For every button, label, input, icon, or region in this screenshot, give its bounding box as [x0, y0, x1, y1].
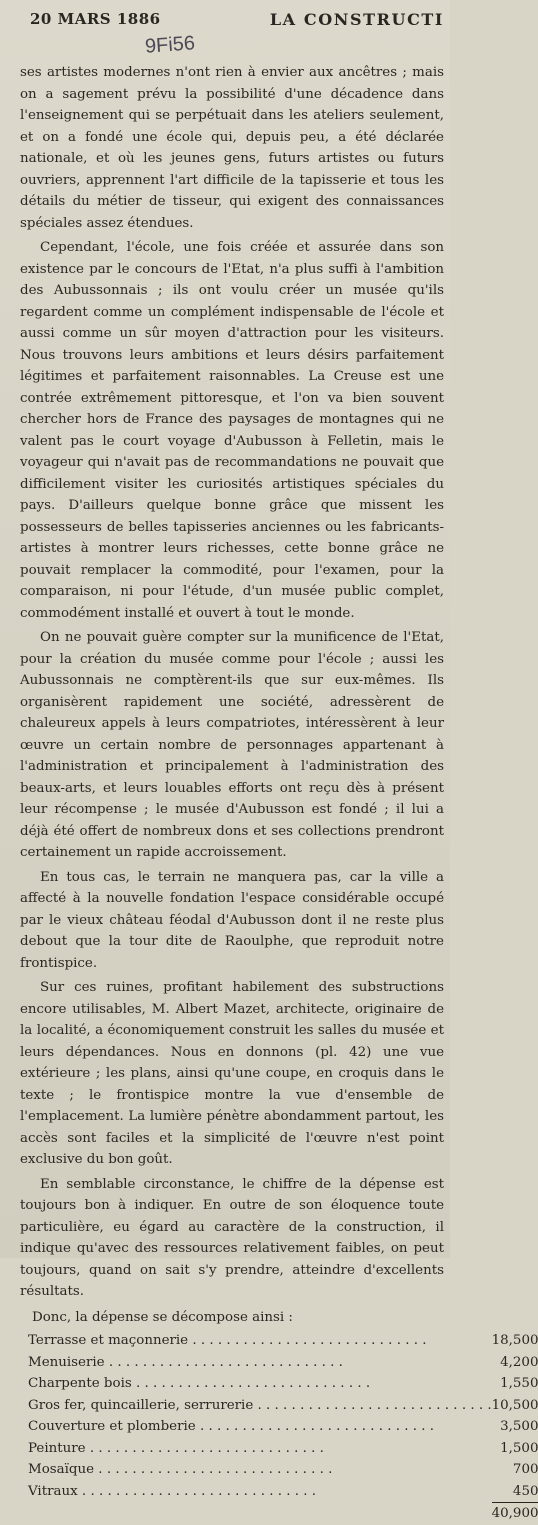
cost-row — [28, 1330, 538, 1352]
cost-amount: 18,500 — [491, 1333, 538, 1348]
article-body — [20, 62, 538, 1525]
journal-title: LA CONSTRUCTI — [269, 10, 444, 29]
cost-total: 40,900 — [492, 1503, 538, 1525]
cost-row — [28, 1395, 538, 1417]
paragraph-6: En semblable circonstance, le chiffre de la dépense est toujours bon à indiquer. En outre de son éloquence toute particulière, eu égard au caractère de la construction, il indique qu'avec des ressources relativement faibles, on peut toujours, quand on sait s'y prendre, atteindre d'excellents résultats. — [20, 1176, 444, 1299]
cost-row — [28, 1459, 538, 1481]
cost-amount: 450 — [512, 1483, 538, 1499]
cost-label: Vitraux . . . . . . . . . . . . . . . . . . . . . . . . . . . . — [28, 1484, 317, 1499]
cost-row — [28, 1438, 538, 1460]
cost-label: Menuiserie . . . . . . . . . . . . . . . . . . . . . . . . . . . . — [28, 1354, 343, 1370]
cost-total-row — [28, 1503, 538, 1525]
cost-label: Peinture . . . . . . . . . . . . . . . . . . . . . . . . . . . . — [28, 1440, 324, 1456]
cost-label: Gros fer, quincaillerie, serrurerie . . . . . . . . . . . . . . . . . . . . . . . . . . . . — [28, 1397, 492, 1413]
cost-amount: 4,200 — [500, 1354, 538, 1370]
cost-row — [28, 1352, 538, 1374]
cost-amount: 1,550 — [500, 1376, 538, 1391]
cost-amount: 1,500 — [500, 1440, 538, 1456]
cost-total-spacer — [28, 1503, 492, 1525]
leader-dots: . . . . . . . . . . . . . . . . . . . . . . . . . . . . — [195, 1419, 435, 1434]
leader-dots: . . . . . . . . . . . . . . . . . . . . . . . . . . . . — [94, 1462, 333, 1477]
paragraph-2: Cependant, l'école, une fois créée et assurée dans son existence par le concours de l'Etat, n'a plus suffi à l'ambition des Aubussonnais ; ils ont voulu créer un musée qu'ils regardent comme un complément indispensable de l'école et aussi comme un sûr moyen d'attraction pour les visiteurs. Nous trouvons leurs ambitions et leurs désirs parfaitement légitimes et parfaitement raisonnables. La Creuse est une contrée extrêmement pittoresque, et l'on va bien souvent chercher hors de France des paysages de montagnes qui ne valent pas le court voyage d'Aubusson à Felletin, mais le voyageur qui n'avait pas de recommandations ne pouvait que difficilement visiter les curiosités artistiques spéciales du pays. D'ailleurs quelque bonne grâce que missent les possesseurs de belles tapisseries anciennes ou les fabricants-artistes à montrer leurs richesses, cette bonne grâce ne pouvait remplacer la commodité, pour l'examen, pour la comparaison, ni pour l'étude, d'un musée public complet, commodément installé et ouvert à tout le monde. — [20, 240, 444, 621]
cost-intro: Donc, la dépense se décompose ainsi : — [32, 1309, 293, 1325]
cost-label: Couverture et plomberie . . . . . . . . . . . . . . . . . . . . . . . . . . . . — [28, 1419, 435, 1434]
leader-dots: . . . . . . . . . . . . . . . . . . . . . . . . . . . . — [253, 1397, 492, 1413]
cost-amount: 700 — [512, 1462, 538, 1477]
leader-dots: . . . . . . . . . . . . . . . . . . . . . . . . . . . . — [131, 1376, 371, 1391]
cost-amount: 3,500 — [500, 1419, 538, 1434]
page-header — [0, 10, 450, 58]
cost-table — [28, 1330, 538, 1525]
cost-label: Charpente bois . . . . . . . . . . . . . . . . . . . . . . . . . . . . — [28, 1376, 371, 1391]
leader-dots: . . . . . . . . . . . . . . . . . . . . . . . . . . . . — [104, 1354, 343, 1370]
cost-row — [28, 1416, 538, 1438]
issue-date: 20 MARS 1886 — [30, 10, 161, 28]
cost-label: Terrasse et maçonnerie . . . . . . . . . . . . . . . . . . . . . . . . . . . . — [28, 1333, 427, 1348]
leader-dots: . . . . . . . . . . . . . . . . . . . . . . . . . . . . — [188, 1333, 427, 1348]
handwritten-archive-mark: 9Fi56 — [144, 32, 196, 58]
cost-amount: 10,500 — [491, 1397, 538, 1413]
cost-row — [28, 1373, 538, 1395]
cost-breakdown — [20, 1307, 538, 1525]
paragraph-1: ses artistes modernes n'ont rien à envier aux ancêtres ; mais on a sagement prévu la possibilité d'une décadence dans l'enseignement qui se perpétuait dans les ateliers seulement, et on a fondé une école qui, depuis peu, a été déclarée nationale, et où les jeunes gens, futurs artistes ou futurs ouvriers, apprennent l'art difficile de la tapisserie et tous les détails du métier de tisseur, qui exigent des connaissances spéciales assez étendues. — [20, 65, 444, 231]
cost-label: Mosaïque . . . . . . . . . . . . . . . . . . . . . . . . . . . . — [28, 1462, 333, 1477]
leader-dots: . . . . . . . . . . . . . . . . . . . . . . . . . . . . — [77, 1484, 317, 1499]
paragraph-5: Sur ces ruines, profitant habilement des substructions encore utilisables, M. Albert Mazet, architecte, originaire de la localité, a économiquement construit les salles du musée et leurs dépendances. Nous en donnons (pl. 42) une vue extérieure ; les plans, ainsi qu'une coupe, en croquis dans le texte ; le frontispice montre la vue d'ensemble de l'emplacement. La lumière pénètre abondamment partout, les accès sont faciles et la simplicité de l'œuvre n'est point exclusive du bon goût. — [20, 980, 444, 1167]
paragraph-4: En tous cas, le terrain ne manquera pas, car la ville a affecté à la nouvelle fondation l'espace considérable occupé par le vieux château féodal d'Aubusson dont il ne reste plus debout que la tour dite de Raoulphe, que reproduit notre frontispice. — [20, 869, 444, 971]
paragraph-3: On ne pouvait guère compter sur la munificence de l'Etat, pour la création du musée comme pour l'école ; aussi les Aubussonnais ne comptèrent-ils que sur eux-mêmes. Ils organisèrent rapidement une société, adressèrent de chaleureux appels à leurs compatriotes, intéressèrent à leur œuvre un certain nombre de personnages appartenant à l'administration et principalement à l'administration des beaux-arts, et leurs louables efforts ont reçu dès à présent leur récompense ; le musée d'Aubusson est fondé ; il lui a déjà été offert de nombreux dons et ses collections prendront certainement un rapide accroissement. — [20, 630, 444, 860]
leader-dots: . . . . . . . . . . . . . . . . . . . . . . . . . . . . — [85, 1440, 324, 1456]
cost-row — [28, 1481, 538, 1503]
